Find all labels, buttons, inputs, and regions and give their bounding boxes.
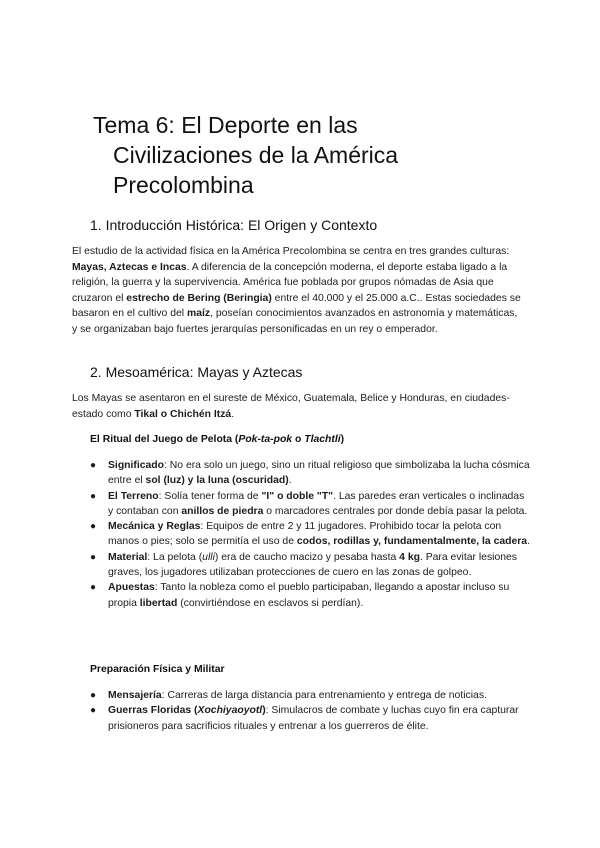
section-heading-mesoamerica: 2. Mesoamérica: Mayas y Aztecas xyxy=(90,364,303,380)
text: : Simulacros de combate y luchas cuyo fin era capturar prisioneros para sacrificios rituales y entrenar a los guerreros de élite. xyxy=(108,705,519,732)
list-item xyxy=(90,703,530,734)
text: ) xyxy=(340,434,345,445)
bold-text: anillos de piedra xyxy=(181,505,264,517)
bold-text: estrecho de Bering (Beringia) xyxy=(126,292,272,304)
list-item xyxy=(90,580,530,611)
bold-text: Guerras Floridas ( xyxy=(108,705,198,717)
text: (convirtiéndose en esclavos si perdían). xyxy=(177,597,364,609)
text: : Solía tener forma de xyxy=(158,490,262,502)
text: . Las paredes eran verticales o inclinadas y contaban con xyxy=(108,490,525,517)
bold-text: codos, rodillas y, fundamentalmente, la cadera xyxy=(296,536,528,548)
page-title xyxy=(93,110,523,200)
text: . xyxy=(527,536,530,548)
bold-text: Significado xyxy=(108,460,164,471)
bold-text: libertad xyxy=(139,597,178,609)
bold-text: Mayas, Aztecas e Incas xyxy=(72,261,187,273)
italic-text: Tlachtli xyxy=(304,434,341,445)
text: , poseían conocimientos avanzados en astronomía y matemáticas, y se organizaban bajo fuertes jerarquías personificadas en un rey o emperador. xyxy=(72,308,518,335)
mesoamerica-paragraph xyxy=(72,391,522,422)
text: o marcadores centrales por donde debía pasar la pelota. xyxy=(263,505,528,517)
text: : La pelota ( xyxy=(147,551,203,563)
section-heading-intro: 1. Introducción Histórica: El Origen y Contexto xyxy=(90,217,378,233)
italic-text: Pok-ta-pok xyxy=(238,434,293,445)
bold-text: sol (luz) y la luna (oscuridad) xyxy=(145,475,289,487)
text: . xyxy=(288,475,292,487)
italic-text: Xochiyaoyotl xyxy=(197,705,263,717)
text: El Ritual del Juego de Pelota ( xyxy=(90,434,239,445)
bullet-icon: ● xyxy=(90,690,97,701)
text: Los Mayas se asentaron en el sureste de México, Guatemala, Belice y Honduras, en ciudades-estado como xyxy=(72,393,510,420)
text: El estudio de la actividad física en la América Precolombina se centra en tres grandes culturas: xyxy=(72,246,510,257)
bullet-icon: ● xyxy=(90,705,97,717)
list-item xyxy=(90,489,530,520)
text: . Para evitar lesiones graves, los jugadores utilizaban protecciones de cuero en las zonas de golpeo. xyxy=(108,551,517,579)
text: : Tanto la nobleza como el pueblo participaban, llegando a apostar incluso su propia xyxy=(108,582,510,609)
bullet-icon: ● xyxy=(90,582,97,594)
text: : Equipos de entre 2 y 11 jugadores. Prohibido tocar la pelota con manos o pies; solo se permitía el uso de xyxy=(108,521,502,548)
text: : No era solo un juego, sino un ritual religioso que simbolizaba la lucha cósmica entre el xyxy=(108,460,530,487)
italic-text: ulli xyxy=(202,551,215,563)
bold-text: Mecánica y Reglas xyxy=(108,521,201,533)
bold-text: 4 kg xyxy=(399,551,420,563)
text: o xyxy=(292,434,305,445)
bold-text: Mensajería xyxy=(108,690,162,701)
bold-text: maíz xyxy=(186,308,211,320)
bold-text: Apuestas xyxy=(108,582,155,594)
text: . A diferencia de la concepción moderna, el deporte estaba ligado a la religión, la guerra y la supervivencia. América fue poblada por grupos nómadas de Asia que cruzaron el xyxy=(72,261,508,304)
title-line-3: Precolombina xyxy=(113,172,254,198)
text: ) era de caucho macizo y pesaba hasta xyxy=(214,551,400,563)
subheading-ball-game xyxy=(90,432,344,447)
text: entre el 40.000 y el 25.000 a.C.. Estas sociedades se basaron en el cultivo del xyxy=(72,292,521,320)
bullet-icon: ● xyxy=(90,460,97,471)
bullet-icon: ● xyxy=(90,490,97,502)
text: . xyxy=(231,408,235,420)
list-item xyxy=(90,458,530,489)
text: : Carreras de larga distancia para entrenamiento y entrega de noticias. xyxy=(161,690,487,701)
subheading-physical-prep: Preparación Física y Militar xyxy=(90,664,225,675)
list-item xyxy=(90,519,530,550)
bold-text: "I" o doble "T" xyxy=(261,490,334,502)
ball-game-list xyxy=(90,458,530,611)
bullet-icon: ● xyxy=(90,551,97,563)
bold-text: ) xyxy=(262,705,266,717)
bold-text: El Terreno xyxy=(108,490,159,502)
title-line-2: Civilizaciones de la América xyxy=(113,142,399,168)
list-item xyxy=(90,688,530,703)
intro-paragraph xyxy=(72,244,522,338)
bullet-icon: ● xyxy=(90,521,97,533)
physical-prep-list xyxy=(90,688,530,734)
bold-text: Tikal o Chichén Itzá xyxy=(134,408,232,420)
list-item xyxy=(90,550,530,581)
title-line-1: Tema 6: El Deporte en las xyxy=(93,112,358,138)
bold-text: Material xyxy=(108,551,148,563)
